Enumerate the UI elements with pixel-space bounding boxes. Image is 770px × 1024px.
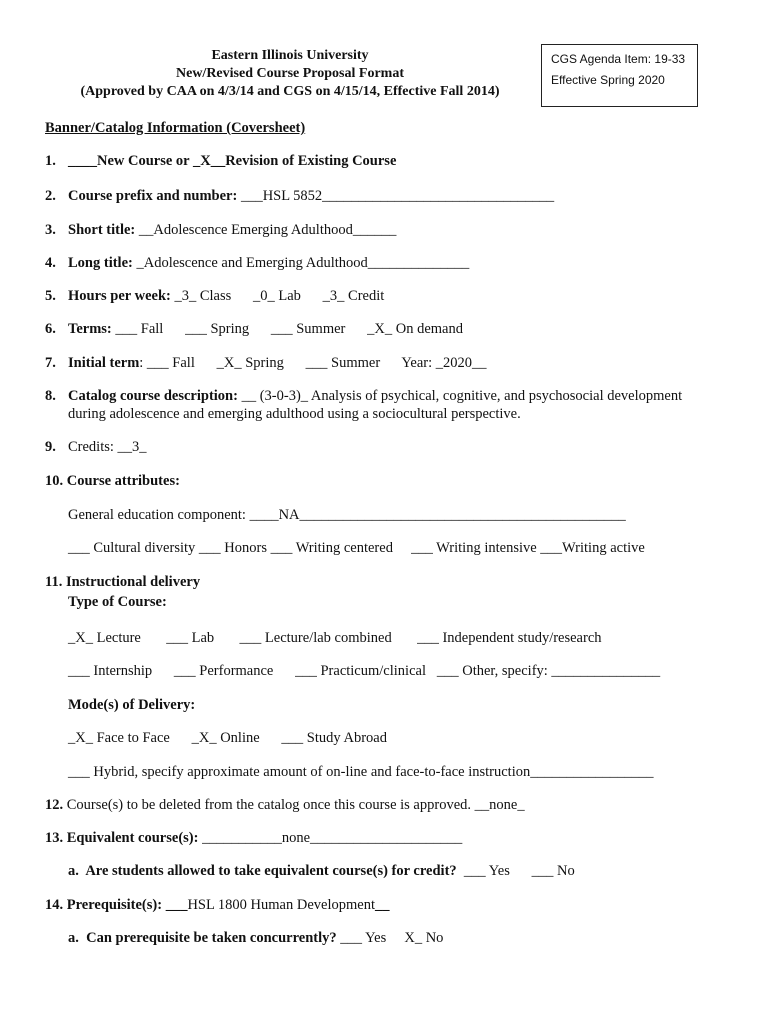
course-prefix-label: Course prefix and number: bbox=[68, 188, 238, 204]
item-credits bbox=[45, 438, 147, 456]
prerequisites-blank: ___ bbox=[162, 897, 188, 913]
general-education-component: General education component: ____NA_____________________________________________ bbox=[68, 507, 626, 523]
course-attributes-label: Course attributes: bbox=[66, 473, 180, 489]
initial-term-value: : ___ Fall _X_ Spring ___ Summer Year: _2020__ bbox=[139, 355, 487, 371]
agenda-effective-term: Effective Spring 2020 bbox=[551, 73, 665, 87]
long-title-value: _Adolescence and Emerging Adulthood______________ bbox=[132, 255, 470, 271]
credits-text: Credits: __3_ bbox=[68, 439, 147, 455]
item-equivalent-courses bbox=[45, 829, 462, 847]
courses-deleted-text: Course(s) to be deleted from the catalog once this course is approved. __none_ bbox=[66, 797, 525, 813]
concurrent-answer: ___ Yes X_ No bbox=[336, 930, 444, 946]
item-hours-per-week bbox=[45, 287, 384, 305]
mode-of-delivery-row-2: ___ Hybrid, specify approximate amount of on-line and face-to-face instruction_________________ bbox=[68, 764, 654, 780]
type-of-course-row-2: ___ Internship ___ Performance ___ Practicum/clinical ___ Other, specify: _______________ bbox=[68, 663, 661, 679]
course-attribute-options: ___ Cultural diversity ___ Honors ___ Writing centered ___ Writing intensive ___Writing active bbox=[68, 540, 645, 556]
initial-term-label: Initial term bbox=[68, 355, 140, 371]
item-number: 4. bbox=[45, 255, 56, 271]
course-type-text: ____New Course or _X__Revision of Existing Course bbox=[68, 153, 397, 169]
equivalent-courses-value: ___________none_____________________ bbox=[198, 830, 463, 846]
item-number: 14. bbox=[45, 897, 64, 913]
mode-of-delivery-label: Mode(s) of Delivery: bbox=[68, 697, 196, 713]
form-title: New/Revised Course Proposal Format bbox=[176, 66, 404, 81]
approval-note: (Approved by CAA on 4/3/14 and CGS on 4/15/14, Effective Fall 2014) bbox=[80, 84, 500, 99]
equivalent-credit-question bbox=[68, 862, 575, 880]
concurrent-prerequisite-question bbox=[68, 929, 443, 947]
banner-catalog-heading: Banner/Catalog Information (Coversheet) bbox=[45, 120, 306, 136]
item-prerequisites bbox=[45, 896, 389, 914]
catalog-description-continued: during adolescence and emerging adulthood using a sociocultural perspective. bbox=[68, 406, 521, 422]
catalog-description-value: __ (3-0-3)_ Analysis of psychical, cognitive, and psychosocial development bbox=[237, 388, 683, 404]
item-number: 7. bbox=[45, 355, 56, 371]
item-long-title bbox=[45, 254, 469, 272]
type-of-course-label: Type of Course: bbox=[68, 594, 167, 610]
item-number: 8. bbox=[45, 388, 56, 404]
item-number: 1. bbox=[45, 153, 56, 169]
terms-value: ___ Fall ___ Spring ___ Summer _X_ On demand bbox=[111, 321, 463, 337]
university-name: Eastern Illinois University bbox=[211, 48, 369, 63]
concurrent-question-text: a. Can prerequisite be taken concurrently? bbox=[68, 930, 337, 946]
mode-of-delivery-row-1: _X_ Face to Face _X_ Online ___ Study Abroad bbox=[68, 730, 387, 746]
item-catalog-description bbox=[45, 387, 682, 405]
prerequisites-label: Prerequisite(s): bbox=[66, 897, 163, 913]
item-number: 12. bbox=[45, 797, 64, 813]
short-title-value: __Adolescence Emerging Adulthood______ bbox=[135, 222, 397, 238]
document-header bbox=[40, 47, 540, 101]
item-course-prefix bbox=[45, 187, 554, 205]
item-instructional-delivery bbox=[45, 573, 200, 591]
equivalent-credit-question-text: a. Are students allowed to take equivalent course(s) for credit? bbox=[68, 863, 457, 879]
item-courses-deleted bbox=[45, 796, 525, 814]
item-number: 5. bbox=[45, 288, 56, 304]
prerequisites-value: HSL 1800 Human Development bbox=[187, 897, 375, 913]
item-terms bbox=[45, 320, 463, 338]
instructional-delivery-label: Instructional delivery bbox=[65, 574, 201, 590]
item-number: 9. bbox=[45, 439, 56, 455]
item-course-attributes bbox=[45, 472, 180, 490]
item-number: 2. bbox=[45, 188, 56, 204]
item-course-type bbox=[45, 152, 396, 170]
agenda-item-number: CGS Agenda Item: 19-33 bbox=[551, 52, 686, 66]
item-number: 10. bbox=[45, 473, 64, 489]
type-of-course-row-1: _X_ Lecture ___ Lab ___ Lecture/lab combined ___ Independent study/research bbox=[68, 630, 602, 646]
item-number: 13. bbox=[45, 830, 64, 846]
long-title-label: Long title: bbox=[68, 255, 133, 271]
equivalent-courses-label: Equivalent course(s): bbox=[66, 830, 199, 846]
item-number: 11. bbox=[45, 574, 63, 590]
prerequisites-blank-end: __ bbox=[374, 897, 390, 913]
short-title-label: Short title: bbox=[68, 222, 136, 238]
item-short-title bbox=[45, 221, 396, 239]
item-number: 6. bbox=[45, 321, 56, 337]
equivalent-credit-answer: ___ Yes ___ No bbox=[456, 863, 575, 879]
hours-label: Hours per week: bbox=[68, 288, 171, 304]
course-prefix-value: ___HSL 5852________________________________ bbox=[237, 188, 555, 204]
item-number: 3. bbox=[45, 222, 56, 238]
terms-label: Terms: bbox=[68, 321, 112, 337]
item-initial-term bbox=[45, 354, 486, 372]
catalog-description-label: Catalog course description: bbox=[68, 388, 238, 404]
agenda-item-box bbox=[541, 44, 698, 107]
hours-value: _3_ Class _0_ Lab _3_ Credit bbox=[170, 288, 385, 304]
